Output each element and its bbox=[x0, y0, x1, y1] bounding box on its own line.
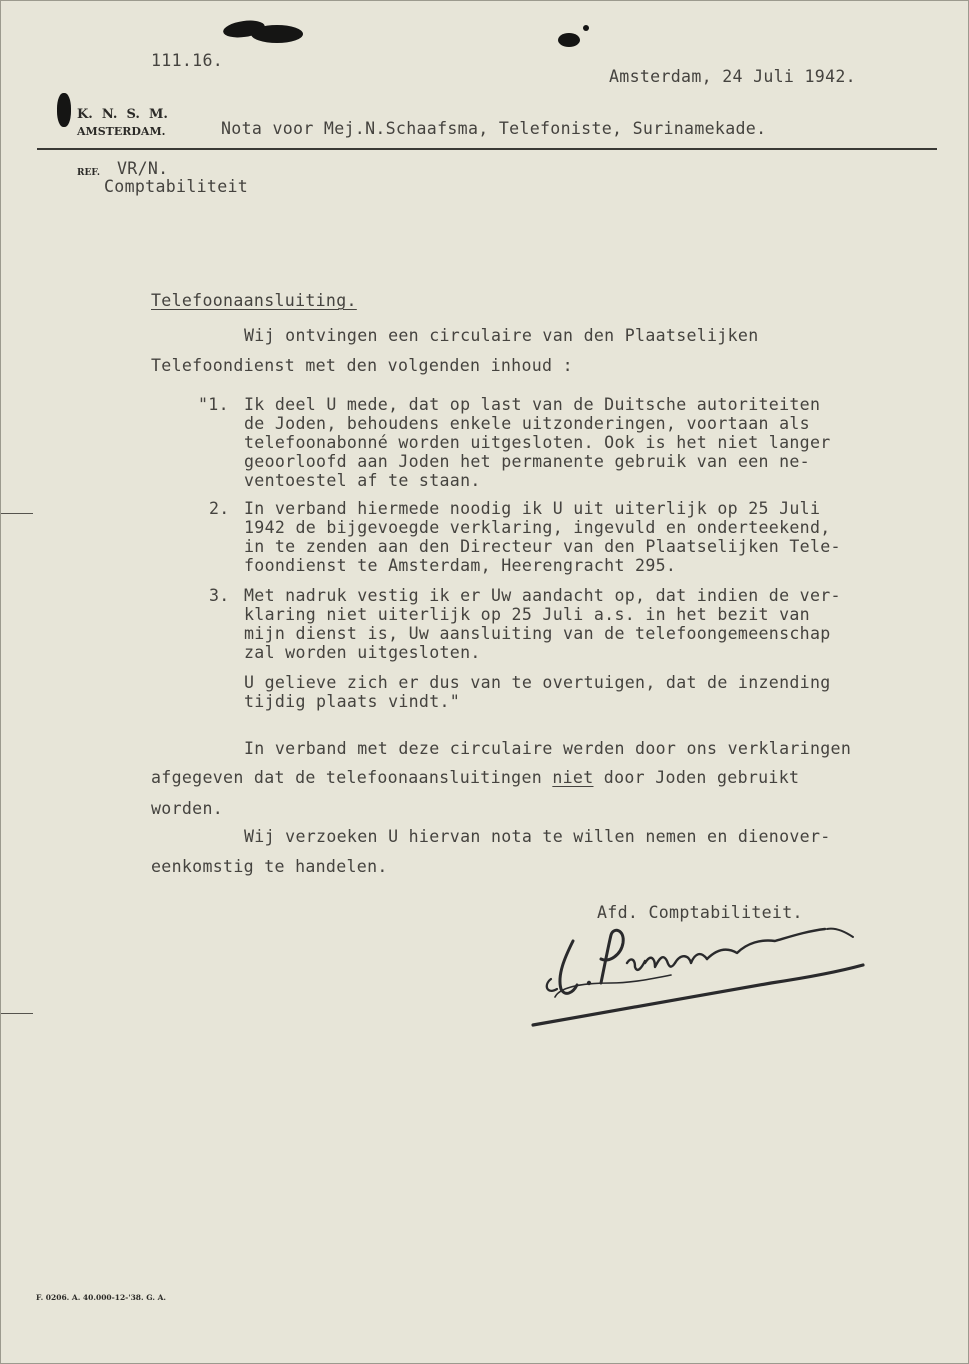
item-number: "1. bbox=[198, 395, 229, 414]
circular-closing-line: U gelieve zich er dus van te overtuigen, dat de inzending bbox=[244, 673, 831, 692]
file-number: 111.16. bbox=[151, 51, 224, 70]
paragraph-text: door Joden gebruikt bbox=[593, 768, 800, 787]
item-line: Ik deel U mede, dat op last van de Duitsche autoriteiten bbox=[244, 395, 821, 414]
item-line: klaring niet uiterlijk op 25 Juli a.s. in het bezit van bbox=[244, 605, 810, 624]
item-line: geoorloofd aan Joden het permanente gebruik van een ne- bbox=[244, 452, 810, 471]
ink-blot bbox=[583, 25, 589, 31]
department: Comptabiliteit bbox=[104, 177, 249, 196]
fold-mark bbox=[1, 513, 33, 514]
ref-value: VR/N. bbox=[117, 159, 169, 178]
item-line: mijn dienst is, Uw aansluiting van de telefoongemeenschap bbox=[244, 624, 831, 643]
signature-department: Afd. Comptabiliteit. bbox=[597, 903, 803, 922]
intro-line: Wij ontvingen een circulaire van den Plaatselijken bbox=[244, 326, 759, 345]
ink-blot bbox=[251, 25, 303, 43]
intro-line: Telefoondienst met den volgenden inhoud : bbox=[151, 356, 573, 375]
subject-heading: Telefoonaansluiting. bbox=[151, 291, 357, 310]
company-name: K. N. S. M. bbox=[77, 107, 168, 122]
paragraph-line: eenkomstig te handelen. bbox=[151, 857, 388, 876]
item-line: ventoestel af te staan. bbox=[244, 471, 481, 490]
item-line: In verband hiermede noodig ik U uit uiterlijk op 25 Juli bbox=[244, 499, 821, 518]
addressee: Nota voor Mej.N.Schaafsma, Telefoniste, Surinamekade. bbox=[221, 119, 767, 138]
item-line: foondienst te Amsterdam, Heerengracht 295. bbox=[244, 556, 677, 575]
item-line: in te zenden aan den Directeur van den Plaatselijken Tele- bbox=[244, 537, 841, 556]
item-number: 2. bbox=[209, 499, 230, 518]
circular-closing-line: tijdig plaats vindt." bbox=[244, 692, 461, 711]
paragraph-line: worden. bbox=[151, 799, 224, 818]
handwritten-signature bbox=[521, 913, 881, 1033]
emphasis-niet: niet bbox=[552, 768, 594, 787]
paragraph-line: In verband met deze circulaire werden door ons verklaringen bbox=[244, 739, 852, 758]
item-line: Met nadruk vestig ik er Uw aandacht op, dat indien de ver- bbox=[244, 586, 841, 605]
item-line: 1942 de bijgevoegde verklaring, ingevuld en onderteekend, bbox=[244, 518, 831, 537]
ref-label: REF. bbox=[77, 168, 100, 178]
paragraph-line: Wij verzoeken U hiervan nota te willen nemen en dienover- bbox=[244, 827, 831, 846]
place-date: Amsterdam, 24 Juli 1942. bbox=[609, 67, 856, 86]
ink-blot bbox=[57, 93, 71, 127]
item-number: 3. bbox=[209, 586, 230, 605]
paragraph-text: afgegeven dat de telefoonaansluitingen bbox=[151, 768, 553, 787]
form-code: F. 0206. A. 40.000-12-'38. G. A. bbox=[36, 1293, 167, 1302]
ink-blot bbox=[558, 33, 580, 47]
item-line: telefoonabonné worden uitgesloten. Ook is het niet langer bbox=[244, 433, 831, 452]
company-city: AMSTERDAM. bbox=[77, 125, 166, 138]
header-rule bbox=[37, 148, 937, 150]
item-line: zal worden uitgesloten. bbox=[244, 643, 481, 662]
fold-mark bbox=[1, 1013, 33, 1014]
paragraph-line bbox=[151, 768, 799, 787]
item-line: de Joden, behoudens enkele uitzonderingen, voortaan als bbox=[244, 414, 810, 433]
